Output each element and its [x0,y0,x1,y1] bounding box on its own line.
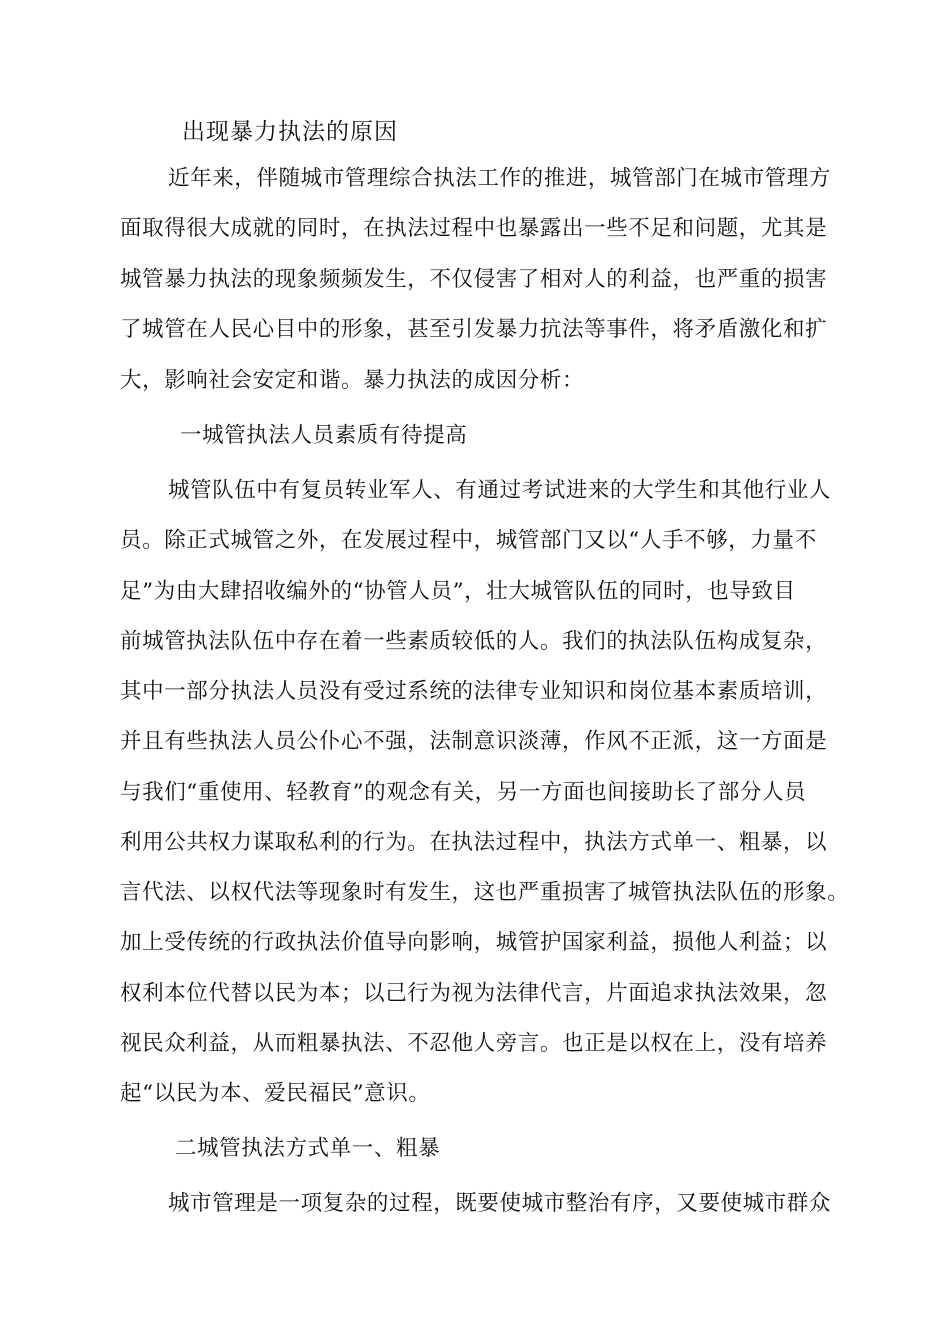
section1-line: 足”为由大肆招收编外的“协管人员”，壮大城管队伍的同时，也导致目 [120,579,796,604]
intro-line: 了城管在人民心目中的形象，甚至引发暴力抗法等事件，将矛盾激化和扩 [120,317,828,342]
section2-line: 城市管理是一项复杂的过程，既要使城市整治有序，又要使城市群众 [168,1191,832,1216]
section1-line: 权利本位代替以民为本；以己行为视为法律代言，片面追求执法效果，忽 [120,981,828,1006]
section1-line: 言代法、以权代法等现象时有发生，这也严重损害了城管执法队伍的形象。 [120,880,850,905]
section1-line: 并且有些执法人员公仆心不强，法制意识淡薄，作风不正派，这一方面是 [120,729,828,754]
section1-line: 利用公共权力谋取私利的行为。在执法过程中，执法方式单一、粗暴，以 [120,830,828,855]
intro-line: 面取得很大成就的同时，在执法过程中也暴露出一些不足和问题，尤其是 [120,216,828,241]
intro-line: 城管暴力执法的现象频频发生，不仅侵害了相对人的利益，也严重的损害 [120,267,828,292]
section1-line: 与我们“重使用、轻教育”的观念有关，另一方面也间接助长了部分人员 [120,780,807,805]
section1-line: 城管队伍中有复员转业军人、有通过考试进来的大学生和其他行业人 [168,478,832,503]
section1-line: 前城管执法队伍中存在着一些素质较低的人。我们的执法队伍构成复杂， [120,629,828,654]
document-title: 出现暴力执法的原因 [182,119,398,145]
section-heading-1: 一城管执法人员素质有待提高 [180,423,468,448]
intro-line: 近年来，伴随城市管理综合执法工作的推进，城管部门在城市管理方 [168,166,832,191]
intro-line: 大，影响社会安定和谐。暴力执法的成因分析： [120,368,585,393]
section1-line: 加上受传统的行政执法价值导向影响，城管护国家利益，损他人利益；以 [120,930,828,955]
section1-line: 起“以民为本、爱民福民”意识。 [120,1081,431,1106]
section1-line: 其中一部分执法人员没有受过系统的法律专业知识和岗位基本素质培训， [120,679,828,704]
section-heading-2: 二城管执法方式单一、粗暴 [175,1136,441,1161]
section1-line: 视民众利益，从而粗暴执法、不忍他人旁言。也正是以权在上，没有培养 [120,1031,828,1056]
section1-line: 员。除正式城管之外，在发展过程中，城管部门又以“人手不够，力量不 [120,528,817,553]
